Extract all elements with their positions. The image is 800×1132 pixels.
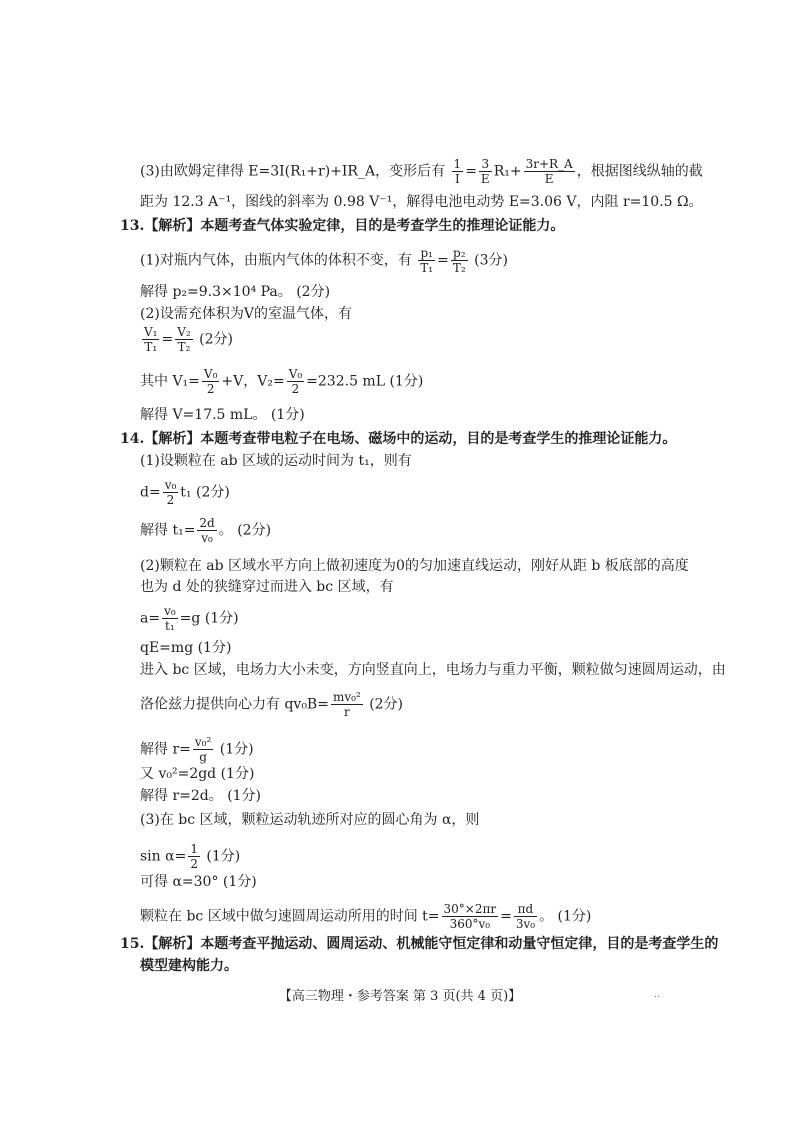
fraction [175, 325, 192, 354]
text: sin α= [140, 848, 187, 865]
text: 。 (2分) [218, 522, 272, 539]
text: 解得 r= [140, 741, 191, 758]
q13-line6: 解得 V=17.5 mL。 (1分) [140, 407, 305, 423]
fraction [193, 735, 213, 764]
q13-line4: $\frac{\text{V₁}}{\text{T₁}}$ = $\frac{\text{V₂}}{\text{T₂}}$ (2分) [144, 325, 233, 354]
q14-line5: 也为 d 处的狭缝穿过而进入 bc 区域，有 [140, 579, 394, 595]
denominator: 2 [190, 857, 198, 871]
scan-speck: .. [654, 990, 660, 1000]
score: (3分) [474, 252, 508, 269]
numerator: V₁ [144, 325, 158, 339]
text: t₁ (2分) [180, 484, 230, 501]
text: (3)由欧姆定律得 E=3I(R₁+r)+IR_A，变形后有 [140, 163, 446, 180]
numerator: 30°×2πr [443, 902, 497, 916]
q14-line3 [140, 516, 271, 545]
q14-line6 [140, 604, 239, 633]
text: 其中 V₁= [140, 373, 200, 390]
numerator: 3 [479, 157, 492, 172]
fraction [142, 325, 159, 354]
q12-part3-line1: (3)由欧姆定律得 E=3I(R₁+r)+IR_A，变形后有 $\frac{1}{I}$ = $\frac{3}{E}$ R₁+ $\frac{3r+R\_A}{E}$ ，根据图线纵轴的截 [140, 157, 703, 186]
text: 颗粒在 bc 区域中做匀速圆周运动所用的时间 t= [140, 908, 440, 925]
text: ，根据图线纵轴的截 [576, 163, 703, 180]
denominator: 2 [206, 382, 215, 396]
numerator: p₂ [451, 246, 468, 261]
numerator: v₀² [194, 735, 212, 749]
fraction [197, 516, 216, 545]
denominator: r [343, 705, 350, 719]
q13-heading: 13.【解析】本题考查气体实验定律，目的是考查学生的推理论证能力。 [120, 218, 565, 234]
denominator: T₁ [420, 261, 434, 275]
q14-line7: qE=mg (1分) [140, 640, 232, 656]
denominator: 3v₀ [515, 917, 536, 931]
numerator: V₂ [177, 325, 191, 339]
numerator: 2d [199, 516, 215, 530]
q14-line2 [140, 478, 230, 507]
q14-line8: 进入 bc 区域，电场力大小未变，方向竖直向上，电场力与重力平衡，颗粒做匀速圆周运动，由 [140, 662, 726, 678]
score: (1分) [206, 848, 241, 865]
fraction [451, 246, 468, 275]
denominator: t₁ [165, 619, 175, 633]
page-footer: 【高三物理・参考答案 第 3 页(共 4 页)】 [278, 989, 522, 1004]
text: 。 (1分) [539, 908, 592, 925]
numerator: 3r+R_A [525, 157, 573, 171]
denominator: E [544, 172, 554, 186]
denominator: 360°v₀ [449, 917, 491, 931]
q14-line4: (2)颗粒在 ab 区域水平方向上做初速度为0的匀加速直线运动，刚好从距 b 板底部的高度 [140, 558, 689, 574]
numerator: 1 [190, 842, 198, 856]
fraction [162, 604, 178, 633]
q15-heading: 15.【解析】本题考查平抛运动、圆周运动、机械能守恒定律和动量守恒定律，目的是考查学生的 [120, 936, 719, 952]
q15-heading-cont: 模型建构能力。 [140, 958, 238, 974]
q14-line9 [140, 690, 403, 719]
text: 洛伦兹力提供向心力有 qv₀B= [140, 696, 329, 713]
denominator: v₀ [201, 531, 213, 545]
q14-line15: 可得 α=30° (1分) [140, 874, 257, 890]
numerator: v₀ [164, 478, 177, 492]
q13-line2: 解得 p₂=9.3×10⁴ Pa。 (2分) [140, 284, 331, 300]
fraction [514, 902, 537, 931]
q13-line1: (1)对瓶内气体，由瓶内气体的体积不变，有 $\frac{\text{p₁}}{\text{T₁}}$ = $\frac{\text{p₂}}{\text{T₂}}$ (3分) [140, 246, 508, 275]
text: +V，V₂= [221, 373, 285, 390]
text: =g (1分) [179, 610, 239, 627]
q14-line14 [140, 842, 240, 871]
fraction [188, 842, 200, 871]
fraction [479, 157, 492, 186]
numerator: mv₀² [332, 690, 361, 704]
text: (1)对瓶内气体，由瓶内气体的体积不变，有 [140, 252, 412, 269]
q14-heading: 14.【解析】本题考查带电粒子在电场、磁场中的运动，目的是考查学生的推理论证能力。 [120, 431, 677, 447]
q14-line16 [140, 902, 591, 931]
numerator: V₀ [203, 367, 218, 381]
denominator: g [199, 750, 207, 764]
denominator: T₂ [452, 261, 466, 275]
text: d= [140, 484, 161, 501]
numerator: p₁ [418, 246, 435, 261]
denominator: 2 [166, 493, 175, 507]
text: a= [140, 610, 161, 627]
fraction [418, 246, 435, 275]
score: (1分) [219, 741, 254, 758]
score: (2分) [369, 696, 404, 713]
q14-line13: (3)在 bc 区域，颗粒运动轨迹所对应的圆心角为 α，则 [140, 812, 480, 828]
q12-part3-line2: 距为 12.3 A⁻¹，图线的斜率为 0.98 V⁻¹，解得电池电动势 E=3.06 V，内阻 r=10.5 Ω。 [140, 194, 703, 210]
denominator: T₁ [144, 340, 158, 354]
fraction [331, 690, 363, 719]
denominator: E [480, 172, 490, 186]
q14-line12: 解得 r=2d。 (1分) [140, 788, 262, 804]
text: = [500, 908, 512, 925]
fraction [442, 902, 499, 931]
denominator: T₂ [177, 340, 191, 354]
q14-line1: (1)设颗粒在 ab 区域的运动时间为 t₁，则有 [140, 453, 412, 469]
fraction [287, 367, 304, 396]
numerator: πd [514, 902, 537, 917]
numerator: 1 [453, 157, 462, 171]
fraction [202, 367, 219, 396]
numerator: v₀ [164, 604, 176, 618]
fraction [452, 157, 464, 186]
q13-line3: (2)设需充体积为V的室温气体，有 [140, 306, 352, 322]
numerator: V₀ [288, 367, 303, 381]
q14-line11: 又 v₀²=2gd (1分) [140, 766, 255, 782]
text: 解得 t₁= [140, 522, 196, 539]
fraction [524, 157, 575, 186]
text: =232.5 mL (1分) [306, 373, 424, 390]
fraction [163, 478, 179, 507]
denominator: 2 [291, 382, 300, 396]
score: (2分) [199, 331, 233, 348]
q13-line5 [140, 367, 423, 396]
denominator: I [454, 172, 460, 186]
q14-line10 [140, 735, 254, 764]
